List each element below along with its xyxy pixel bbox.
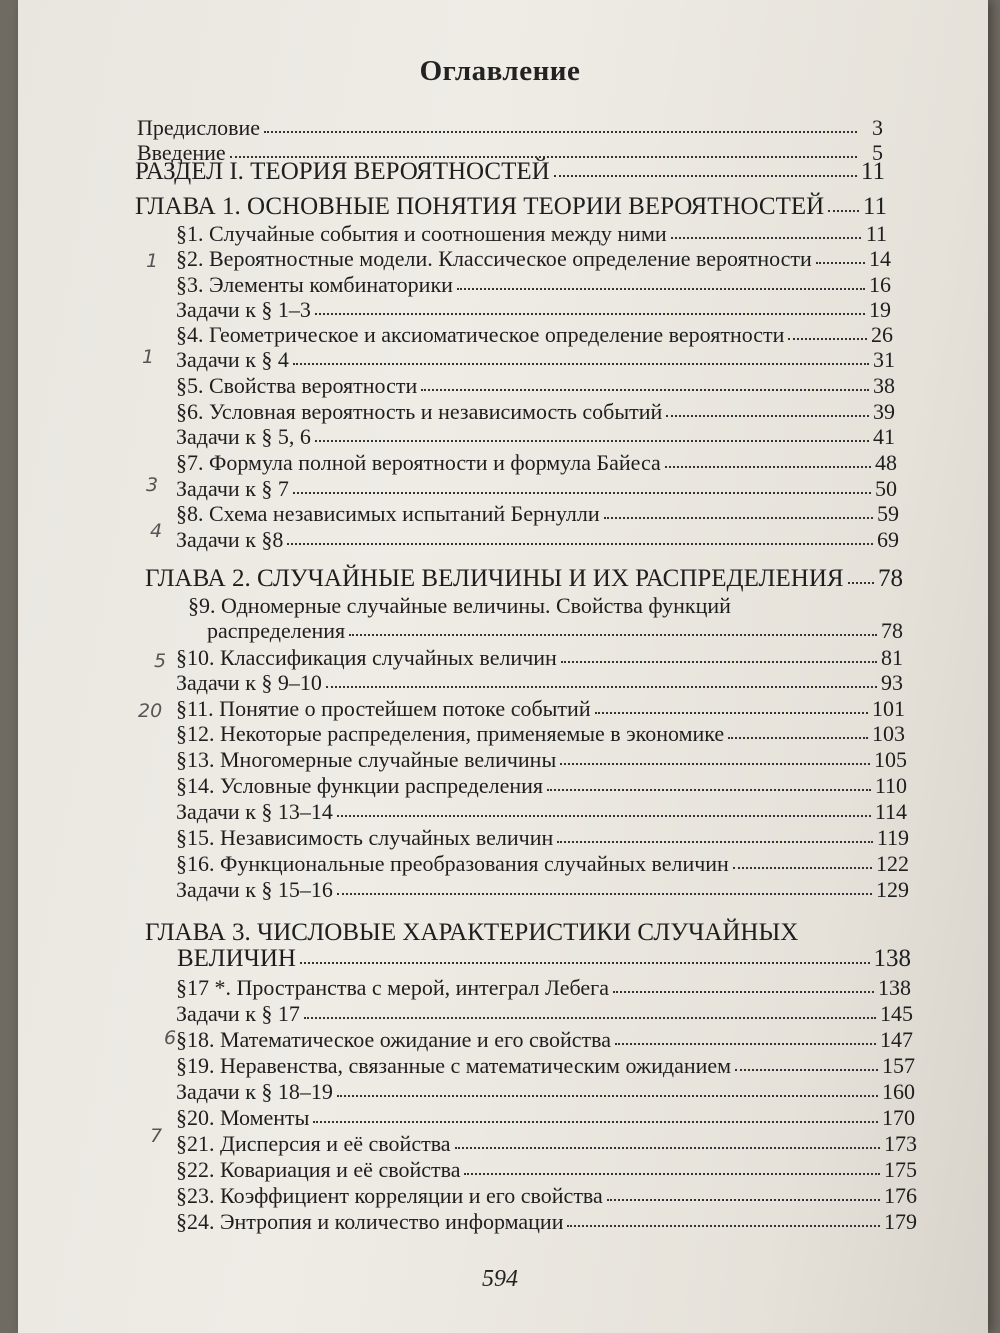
handwritten-note: 20 — [138, 700, 163, 722]
page-number: 594 — [482, 1266, 518, 1292]
handwritten-note: 3 — [146, 474, 159, 496]
toc-entry: Задачи к § 13–14 114 — [176, 799, 907, 824]
toc-entry: §7. Формула полной вероятности и формула Байеса 48 — [176, 450, 897, 475]
toc-entry: §16. Функциональные преобразования случайных величин 122 — [176, 851, 909, 876]
toc-entry: §14. Условные функции распределения 110 — [176, 773, 907, 798]
toc-section-heading: РАЗДЕЛ I. ТЕОРИЯ ВЕРОЯТНОСТЕЙ 11 — [135, 158, 885, 185]
toc-entry: Предисловие 3 — [137, 115, 883, 140]
toc-chapter-heading: ВЕЛИЧИН 138 — [177, 945, 911, 972]
toc-entry: Задачи к § 5, 6 41 — [176, 424, 895, 449]
toc-entry: §20. Моменты 170 — [176, 1105, 915, 1130]
toc-entry: §22. Ковариация и её свойства 175 — [176, 1157, 917, 1182]
toc-entry: §12. Некоторые распределения, применяемые в экономике 103 — [176, 721, 905, 746]
toc-entry: Задачи к § 15–16 129 — [176, 877, 909, 902]
handwritten-note: 1 — [142, 346, 155, 368]
toc-entry: §5. Свойства вероятности 38 — [176, 373, 895, 398]
toc-entry: Введение 5 — [137, 140, 883, 165]
toc-entry: Задачи к § 1–3 19 — [176, 297, 891, 322]
toc-entry: §19. Неравенства, связанные с математическим ожиданием 157 — [176, 1053, 915, 1078]
toc-entry: Задачи к §8 69 — [176, 527, 899, 552]
toc-entry: Задачи к § 17 145 — [176, 1001, 913, 1026]
toc-entry: §8. Схема независимых испытаний Бернулли 59 — [176, 501, 899, 526]
toc-entry: §11. Понятие о простейшем потоке событий 101 — [176, 696, 905, 721]
toc-entry: Задачи к § 9–10 93 — [176, 670, 903, 695]
handwritten-note: 6 — [164, 1027, 177, 1049]
toc-entry: Задачи к § 18–19 160 — [176, 1079, 915, 1104]
toc-entry: Задачи к § 4 31 — [176, 347, 895, 372]
handwritten-note: 1 — [146, 250, 159, 272]
handwritten-note: 5 — [154, 650, 167, 672]
toc-entry: §3. Элементы комбинаторики 16 — [176, 272, 891, 297]
toc-entry: §13. Многомерные случайные величины 105 — [176, 747, 907, 772]
toc-entry: распределения 78 — [207, 618, 903, 643]
page-title: Оглавление — [419, 55, 581, 87]
toc-entry: §10. Классификация случайных величин 81 — [176, 645, 903, 670]
toc-entry: §18. Математическое ожидание и его свойства 147 — [176, 1027, 913, 1052]
toc-chapter-heading: ГЛАВА 3. ЧИСЛОВЫЕ ХАРАКТЕРИСТИКИ СЛУЧАЙНЫХ — [145, 919, 799, 946]
toc-entry: §24. Энтропия и количество информации 179 — [176, 1209, 917, 1234]
toc-entry: §6. Условная вероятность и независимость событий 39 — [176, 399, 895, 424]
toc-entry: §4. Геометрическое и аксиоматическое определение вероятности 26 — [176, 322, 893, 347]
toc-entry: §1. Случайные события и соотношения между ними 11 — [176, 221, 887, 246]
toc-entry: §15. Независимость случайных величин 119 — [176, 825, 909, 850]
toc-entry: §2. Вероятностные модели. Классическое определение вероятности 14 — [176, 246, 891, 271]
toc-entry: §17 *. Пространства с мерой, интеграл Лебега 138 — [176, 975, 911, 1000]
toc-entry: Задачи к § 7 50 — [176, 476, 897, 501]
handwritten-note: 7 — [150, 1125, 163, 1147]
toc-entry: §23. Коэффициент корреляции и его свойства 176 — [176, 1183, 917, 1208]
toc-entry: §9. Одномерные случайные величины. Свойства функций — [188, 593, 731, 618]
handwritten-note: 4 — [150, 520, 163, 542]
toc-chapter-heading: ГЛАВА 2. СЛУЧАЙНЫЕ ВЕЛИЧИНЫ И ИХ РАСПРЕДЕЛЕНИЯ 78 — [145, 565, 903, 592]
toc-entry: §21. Дисперсия и её свойства 173 — [176, 1131, 917, 1156]
toc-chapter-heading: ГЛАВА 1. ОСНОВНЫЕ ПОНЯТИЯ ТЕОРИИ ВЕРОЯТНОСТЕЙ 11 — [135, 193, 887, 220]
